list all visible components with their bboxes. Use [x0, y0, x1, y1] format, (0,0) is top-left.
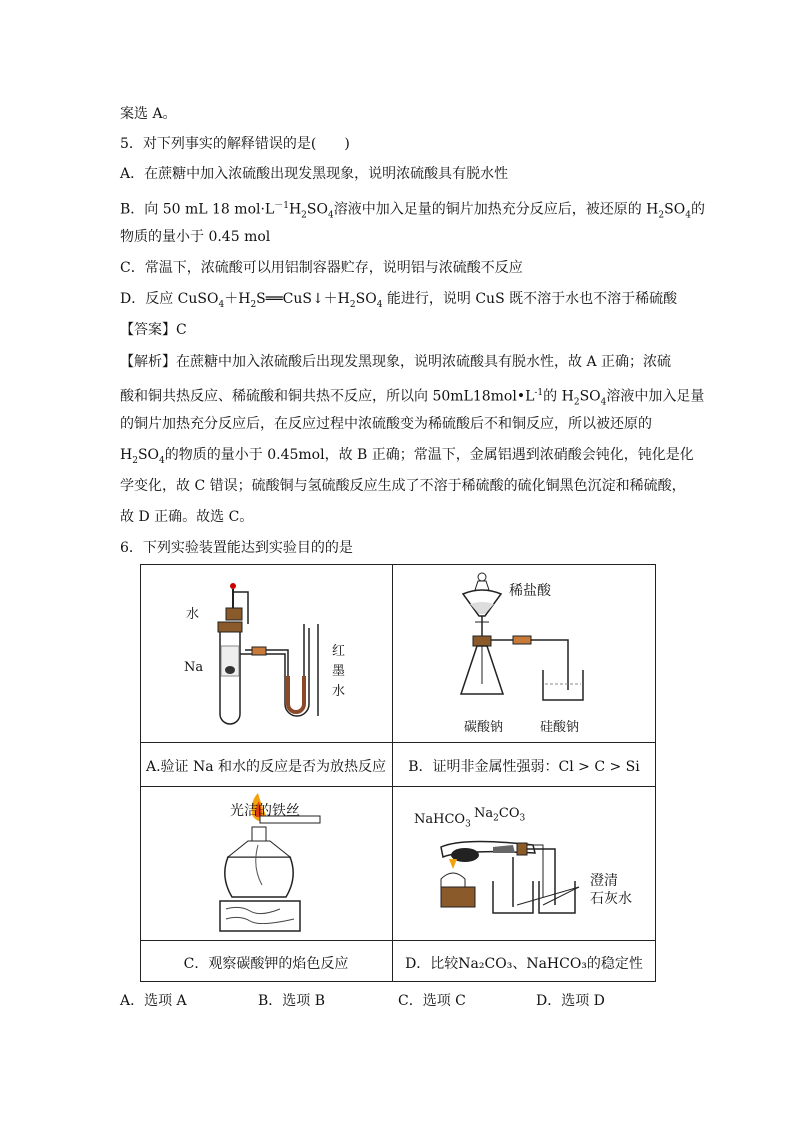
q5-analysis-line5: 学变化，故 C 错误；硫酸铜与氢硫酸反应生成了不溶于稀硫酸的硫化铜黑色沉淀和稀硫酸， — [120, 478, 686, 494]
label-sodium-carbonate: 碳酸钠 — [464, 720, 504, 735]
table-row-divider-1 — [140, 742, 655, 743]
q5-analysis-line2: 酸和铜共热反应、稀硫酸和铜共热不反应，所以向 $50mL18mol•L^{-1}$的 $H_2SO_4$溶液中加入足量 — [120, 388, 705, 408]
label-dilute-hcl: 稀盐酸 — [509, 583, 551, 599]
q5-option-d: D．反应 $CuSO_4+H_2S══CuS↓+H_2SO_4$ 能进行，说明 CuS 既不溶于水也不溶于稀硫酸 — [120, 291, 678, 310]
label-sodium: Na — [184, 660, 204, 675]
q6-option-a: A．选项 A — [120, 993, 187, 1009]
q5-option-b-line2: 物质的量小于 0.45 mol — [120, 229, 271, 245]
q5-option-b-line1: B．向 50 mL 18 $mol\cdot L^{-1}H_2SO_4$溶液中加入足量的铜片加热充分反应后，被还原的 $H_2SO_4$的 — [120, 201, 705, 221]
label-sodium-silicate: 硅酸钠 — [540, 720, 580, 735]
q5-option-c: C．常温下，浓硫酸可以用铝制容器贮存，说明铝与浓硫酸不反应 — [120, 260, 523, 276]
label-water: 水 — [186, 607, 200, 622]
q6-stem: 6．下列实验装置能达到实验目的的是 — [120, 540, 353, 556]
label-ink: 墨 — [332, 664, 346, 679]
q5-stem: 5．对下列事实的解释错误的是( ) — [120, 136, 350, 152]
label-clear: 澄清 — [590, 873, 618, 889]
label-water-2: 水 — [332, 684, 346, 699]
q5-analysis-line1: 【解析】在蔗糖中加入浓硫酸后出现发黑现象，说明浓硫酸具有脱水性，故 A 正确；浓硫 — [120, 354, 672, 370]
q5-analysis-line4: $H_2SO_4$的物质的量小于 0.45mol，故 B 正确；常温下，金属铝遇到浓硝酸会钝化，钝化是化 — [120, 447, 694, 466]
label-sodium-bicarbonate: NaHCO$_3$ — [414, 812, 471, 830]
q6-option-c: C．选项 C — [398, 993, 466, 1009]
caption-a: A.验证 Na 和水的反应是否为放热反应 — [145, 759, 387, 775]
caption-c: C．观察碳酸钾的焰色反应 — [183, 956, 349, 972]
q5-option-a: A．在蔗糖中加入浓硫酸出现发黑现象，说明浓硫酸具有脱水性 — [120, 166, 509, 182]
label-sodium-carbonate-d: $Na_2CO_3$ — [474, 806, 526, 824]
label-clean-iron-wire: 光洁的铁丝 — [230, 803, 300, 819]
label-red: 红 — [332, 644, 346, 659]
previous-answer-end: 案选 A。 — [120, 106, 177, 122]
q6-option-d: D．选项 D — [536, 993, 605, 1009]
q5-answer: 【答案】C — [120, 322, 187, 338]
q5-analysis-line6: 故 D 正确。故选 C。 — [120, 509, 254, 525]
caption-d: D．比较Na₂CO₃、NaHCO₃的稳定性 — [405, 956, 643, 972]
caption-b: B．证明非金属性强弱：Cl > C > Si — [408, 759, 640, 775]
q5-analysis-line3: 的铜片加热充分反应后，在反应过程中浓硫酸变为稀硫酸后不和铜反应，所以被还原的 — [120, 416, 652, 432]
apparatus-a-figure — [140, 564, 392, 742]
q6-option-b: B．选项 B — [258, 993, 326, 1009]
label-limewater: 石灰水 — [590, 891, 632, 907]
